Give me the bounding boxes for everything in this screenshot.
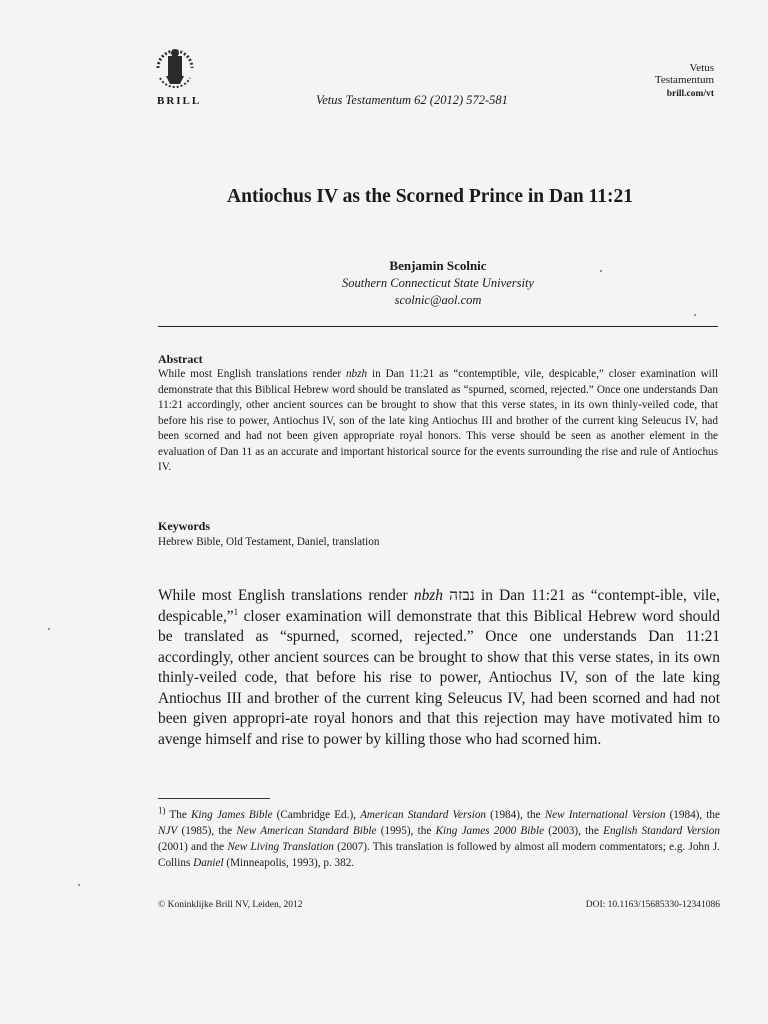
hebrew-word: נבזה [449,586,475,604]
footnote-1: $^{1)}$ The King James Bible (Cambridge Ed.), American Standard Version (1984), the New International Version (1984), the NJV (1985), the New American Standard Bible (1995), the King James 2000 Bible (2003), the English Standard Version (2001) and the New Living Translation (2007). This translation is followed by almost all modern commentators; e.g. John J. Collins Daniel (Minneapolis, 1993), p. 382. [158,805,720,869]
abstract-heading: Abstract [158,352,203,366]
scan-speck [78,884,80,886]
journal-citation: Vetus Testamentum 62 (2012) 572-581 [316,93,508,107]
title-divider [158,326,718,327]
body-term: nbzh [413,587,443,604]
journal-name-line1: Vetus [689,62,714,74]
scan-speck [48,628,50,630]
author-name: Benjamin Scolnic [389,258,487,273]
footnote-marker[interactable]: 1 [233,606,239,617]
body-paragraph: While most English translations render nbzh נבזה in Dan 11:21 as “contempt-ible, vile, despicable,”$^1$ closer examination will demonstrate that this Biblical Hebrew word should be translated as “spurned, scorned, rejected.” Once one understands Dan 11:21 accordingly, other ancient sources can be brought to show that this verse states, in its own thinly-veiled code, that before his rise to power, Antiochus IV, son of the late king Antiochus III and brother of the current king Seleucus IV, had been scorned and had not been given appropri-ate royal honors and that this rejection may have motivated him to avenge himself and rise to power by killing those who had scorned him. [158,586,720,748]
doi-link[interactable]: DOI: 10.1163/15685330-12341086 [585,900,720,910]
footnote-divider [158,798,270,799]
keywords-list: Hebrew Bible, Old Testament, Daniel, translation [158,536,380,548]
footnote-number: 1) [158,805,166,816]
keywords-heading: Keywords [158,519,210,533]
journal-brand [655,62,714,100]
journal-url[interactable]: brill.com/vt [666,89,714,99]
author-affiliation: Southern Connecticut State University [342,276,534,290]
author-email[interactable]: scolnic@aol.com [394,293,482,307]
article-title: Antiochus IV as the Scorned Prince in Dan 11:21 [227,186,633,207]
copyright-notice: © Koninklijke Brill NV, Leiden, 2012 [158,900,303,910]
abstract-text: While most English translations render nbzh in Dan 11:21 as “contemptible, vile, despicable,” closer examination will demonstrate that this Biblical Hebrew word should be translated as “spurned, scorned, rejected.” Once one understands Dan 11:21 accordingly, other ancient sources can be brought to show that this verse states, in its own thinly-veiled code, that before his rise to power, Antiochus IV, son of the late king Antiochus III and brother of the current king Seleucus IV, had been scorned and had not been given appropriate royal honors. This verse should be seen as another element in the evaluation of Dan 11 as an accurate and important historical source for the events surrounding the rise and rule of Antiochus IV. [158,368,718,473]
abstract-term: nbzh [345,368,368,380]
scan-speck [600,270,602,272]
scan-speck [694,314,696,316]
brill-logo [150,38,200,94]
journal-name-line2: Testamentum [654,74,714,86]
publisher-name: BRILL [157,95,202,107]
